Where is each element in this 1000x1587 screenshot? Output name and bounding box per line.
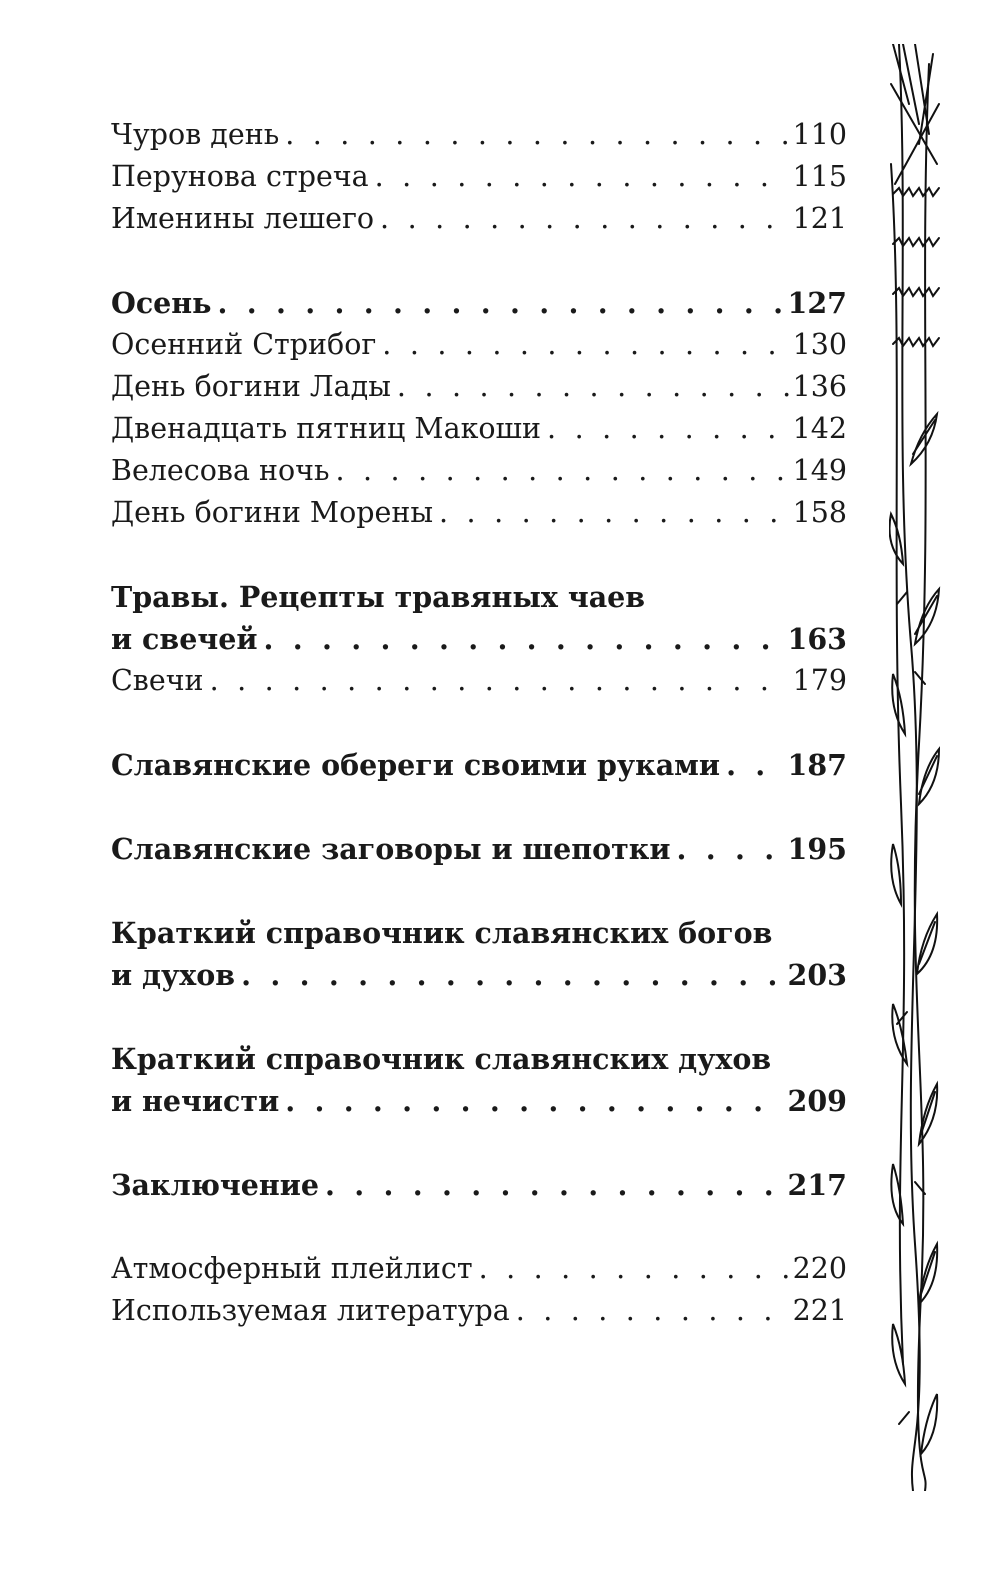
toc-entry[interactable]	[111, 198, 847, 240]
dot-leader	[285, 114, 788, 156]
dot-leader	[516, 1290, 789, 1332]
dot-leader	[218, 282, 784, 324]
section-gap	[111, 1122, 847, 1164]
toc-entry-page: 115	[792, 160, 847, 193]
toc-entry-page: 220	[792, 1252, 847, 1285]
toc-section-entry[interactable]	[111, 828, 847, 870]
toc-entry-page: 195	[787, 832, 847, 866]
dot-leader	[325, 1164, 783, 1206]
toc-entry-page: 187	[787, 748, 847, 782]
toc-entry[interactable]	[111, 366, 847, 408]
section-gap	[111, 702, 847, 744]
toc-entry-title: Двенадцать пятниц Макоши	[111, 412, 542, 445]
toc-entry-page: 163	[787, 622, 847, 656]
toc-section-entry[interactable]	[111, 282, 847, 324]
dot-leader	[336, 450, 789, 492]
toc-entry-title: Осень	[111, 286, 212, 320]
section-gap	[111, 870, 847, 912]
dot-leader	[677, 828, 784, 870]
toc-entry-page: 209	[787, 1084, 847, 1118]
dot-leader	[380, 198, 789, 240]
dot-leader	[479, 1248, 789, 1290]
dot-leader	[241, 954, 783, 996]
section-gap	[111, 1206, 847, 1248]
toc-entry-title: День богини Лады	[111, 370, 391, 403]
toc-entry-title: Именины лешего	[111, 202, 375, 235]
table-of-contents	[111, 114, 847, 1332]
dot-leader	[375, 156, 789, 198]
toc-entry-page: 110	[792, 118, 847, 151]
toc-entry-title: Перунова стреча	[111, 160, 369, 193]
toc-entry[interactable]	[111, 114, 847, 156]
toc-entry-title: Славянские заговоры и шепотки	[111, 832, 671, 866]
toc-entry-page: 142	[792, 412, 847, 445]
toc-entry-page: 121	[792, 202, 847, 235]
dot-leader	[263, 618, 783, 660]
toc-section-entry[interactable]	[111, 954, 847, 996]
toc-entry-title: День богини Морены	[111, 496, 434, 529]
section-gap	[111, 996, 847, 1038]
toc-entry-title: Славянские обереги своими руками	[111, 748, 721, 782]
toc-entry-page: 221	[792, 1294, 847, 1327]
dot-leader	[397, 366, 789, 408]
toc-entry-page: 127	[787, 286, 847, 320]
toc-section-title-line[interactable]: Краткий справочник славянских богов	[111, 916, 773, 950]
toc-entry-title: Заключение	[111, 1168, 320, 1202]
toc-entry-page: 136	[792, 370, 847, 403]
toc-entry[interactable]	[111, 1290, 847, 1332]
section-gap	[111, 534, 847, 576]
toc-entry[interactable]	[111, 324, 847, 366]
toc-entry-page: 149	[792, 454, 847, 487]
dot-leader	[210, 660, 789, 702]
toc-entry[interactable]	[111, 156, 847, 198]
toc-entry-title: Свечи	[111, 664, 204, 697]
toc-section-entry[interactable]	[111, 744, 847, 786]
toc-entry-title: и свечей	[111, 622, 258, 656]
toc-entry-title: Осенний Стрибог	[111, 328, 377, 361]
dot-leader	[726, 744, 783, 786]
toc-entry-page: 203	[787, 958, 847, 992]
dot-leader	[547, 408, 789, 450]
toc-entry-page: 217	[787, 1168, 847, 1202]
section-gap	[111, 786, 847, 828]
toc-entry-title: Используемая литература	[111, 1294, 510, 1327]
toc-entry-page: 179	[792, 664, 847, 697]
toc-entry[interactable]	[111, 1248, 847, 1290]
toc-entry-title: Чуров день	[111, 118, 280, 151]
toc-entry-title: и духов	[111, 958, 236, 992]
toc-section-title-line[interactable]: Краткий справочник славянских духов	[111, 1042, 772, 1076]
herb-border-icon	[889, 44, 941, 1491]
toc-entry-page: 158	[792, 496, 847, 529]
toc-section-entry[interactable]	[111, 1080, 847, 1122]
toc-entry[interactable]	[111, 408, 847, 450]
toc-entry[interactable]	[111, 492, 847, 534]
toc-entry[interactable]	[111, 660, 847, 702]
toc-entry-title: Атмосферный плейлист	[111, 1252, 473, 1285]
toc-entry[interactable]	[111, 450, 847, 492]
toc-entry-title: и нечисти	[111, 1084, 280, 1118]
toc-section-entry[interactable]	[111, 618, 847, 660]
dot-leader	[382, 324, 788, 366]
dot-leader	[285, 1080, 783, 1122]
toc-section-title-line[interactable]: Травы. Рецепты травяных чаев	[111, 580, 646, 614]
section-gap	[111, 240, 847, 282]
dot-leader	[439, 492, 789, 534]
toc-entry-page: 130	[792, 328, 847, 361]
toc-section-entry[interactable]	[111, 1164, 847, 1206]
toc-entry-title: Велесова ночь	[111, 454, 330, 487]
